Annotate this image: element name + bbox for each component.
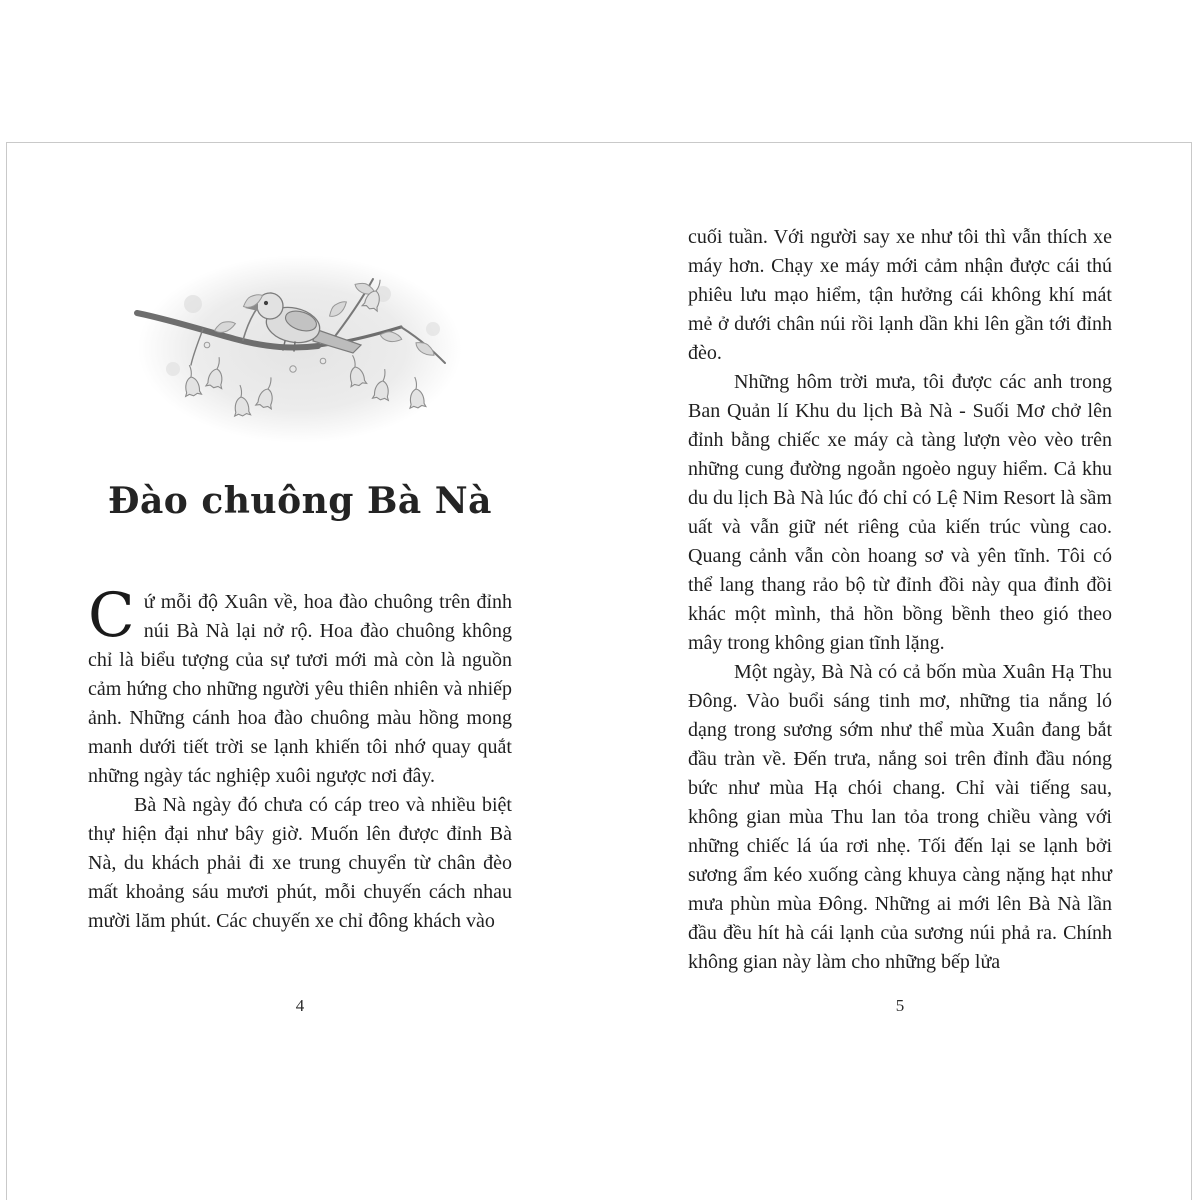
page-frame [6, 142, 1192, 1200]
left-page [88, 143, 512, 1200]
paragraph: Bà Nà ngày đó chưa có cáp treo và nhiều biệt thự hiện đại như bây giờ. Muốn lên được đỉnh Bà Nà, du khách phải đi xe trung chuyển từ chân đèo mất khoảng sáu mươi phút, mỗi chuyến cách nhau mười lăm phút. Các chuyến xe chỉ đông khách vào [88, 794, 512, 932]
page-number-right: 5 [895, 996, 905, 1015]
dropcap: C [88, 580, 135, 651]
paragraph [88, 580, 512, 791]
paragraph: Những hôm trời mưa, tôi được các anh trong Ban Quản lí Khu du lịch Bà Nà - Suối Mơ chở lên đỉnh bằng chiếc xe máy cà tàng lượn vèo vèo trên những cung đường ngoằn ngoèo nguy hiểm. Cả khu du du lịch Bà Nà lúc đó chỉ có Lệ Nim Resort là sầm uất và vẫn giữ nét riêng của kiến trúc vùng cao. Quang cảnh vẫn còn hoang sơ và yên tĩnh. Tôi có thể lang thang rảo bộ từ đỉnh đồi này qua đỉnh đồi khác một mình, thả hồn bồng bềnh theo gió theo mây trong không gian tĩnh lặng. [688, 371, 1112, 654]
paragraph: cuối tuần. Với người say xe như tôi thì vẫn thích xe máy hơn. Chạy xe máy mới cảm nhận được cái thú phiêu lưu mạo hiểm, tận hưởng cái không khí mát mẻ ở dưới chân núi rồi lạnh dần khi lên gần tới đỉnh đèo. [688, 226, 1112, 364]
chapter-title: Đào chuông Bà Nà [107, 480, 492, 522]
paragraph-text: ứ mỗi độ Xuân về, hoa đào chuông trên đỉnh núi Bà Nà lại nở rộ. Hoa đào chuông không chỉ là biểu tượng của sự tươi mới mà còn là nguồn cảm hứng cho những người yêu thiên nhiên và nhiếp ảnh. Những cánh hoa đào chuông màu hồng mong manh dưới tiết trời se lạnh khiến tôi nhớ quay quắt những ngày tác nghiệp xuôi ngược nơi đây. [88, 591, 512, 787]
bird-illustration [88, 249, 512, 454]
bird-branch-svg [133, 249, 467, 454]
page-number-left: 4 [295, 996, 305, 1015]
right-page [688, 143, 1112, 1200]
paragraph: Một ngày, Bà Nà có cả bốn mùa Xuân Hạ Thu Đông. Vào buổi sáng tinh mơ, những tia nắng ló dạng trong sương sớm như thể mùa Xuân đang bắt đầu tràn về. Đến trưa, nắng soi trên đỉnh đầu nóng bức như mùa Hạ chói chang. Chỉ vài tiếng sau, không gian mùa Thu lan tỏa trong chiều vàng với những chiếc lá úa rơi nhẹ. Tối đến lại se lạnh bởi sương ẩm kéo xuống càng khuya càng nặng hạt như mưa phùn mùa Đông. Những ai mới lên Bà Nà lần đầu đều hít hà cái lạnh của sương núi phả ra. Chính không gian này làm cho những bếp lửa [688, 661, 1112, 973]
